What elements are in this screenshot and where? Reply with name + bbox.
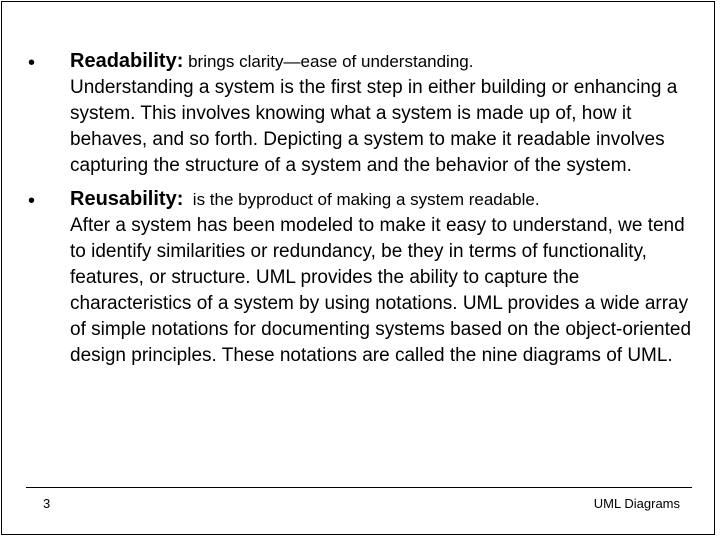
page-number: 3: [43, 496, 51, 511]
bullet-marker: •: [28, 52, 36, 74]
bullet-reusability: [26, 187, 696, 369]
bullet-marker: •: [28, 190, 36, 212]
bullet-readability: [26, 49, 696, 179]
footer-divider: [26, 487, 692, 488]
footer-title: UML Diagrams: [593, 496, 680, 511]
slide-content: [26, 49, 696, 377]
bullet-heading-line: [70, 49, 696, 74]
bullet-term: Readability:: [70, 50, 184, 72]
bullet-term: Reusability:: [70, 188, 184, 210]
bullet-body-text: Understanding a system is the first step in either building or enhancing a system. This involves knowing what a system is made up of, how it behaves, and so forth. Depicting a system to make it readable involves capturing the structure of a system and the behavior of the system.: [70, 77, 678, 176]
bullet-lead-text: brings clarity—ease of understanding.: [183, 52, 474, 71]
bullet-heading-line: [70, 187, 696, 212]
bullet-body-text: After a system has been modeled to make it easy to understand, we tend to identify similarities or redundancy, be they in terms of functionality, features, or structure. UML provides the ability to capture the characteristics of a system by using notations. UML provides a wide array of simple notations for documenting systems based on the object-oriented design principles. These notations are called the nine diagrams of UML.: [70, 215, 692, 366]
bullet-lead-text: is the byproduct of making a system readable.: [183, 190, 540, 209]
